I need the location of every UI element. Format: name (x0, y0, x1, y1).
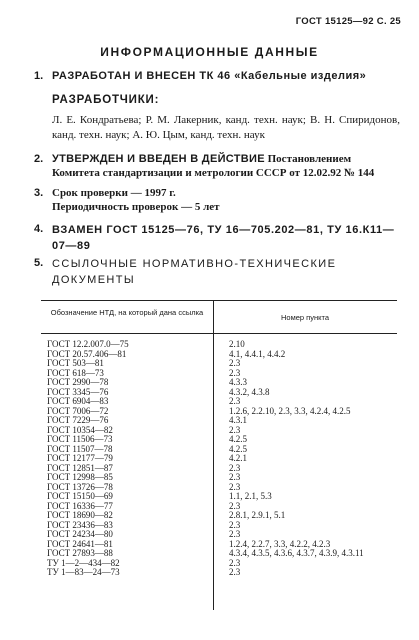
reference-document: ГОСТ 12998—85 (47, 472, 113, 482)
reference-document: ГОСТ 7229—76 (47, 415, 109, 425)
clause-numbers: 4.3.2, 4.3.8 (229, 386, 270, 397)
clause-numbers: 4.2.1 (229, 453, 247, 463)
table-row (41, 568, 397, 578)
reference-document: ГОСТ 6904—83 (47, 396, 109, 406)
developers-heading: РАЗРАБОТЧИКИ: (52, 94, 160, 106)
reference-document: ГОСТ 12851—87 (47, 462, 113, 473)
item-2-number: 2. (34, 153, 44, 165)
reference-document: ГОСТ 27893—88 (47, 548, 113, 558)
clause-numbers: 2.10 (229, 339, 245, 349)
item-5 (34, 256, 400, 288)
clause-numbers: 2.3 (229, 529, 241, 539)
reference-document: ГОСТ 503—81 (47, 358, 104, 368)
clause-numbers: 2.3 (229, 424, 241, 435)
reference-document: ГОСТ 24641—81 (47, 538, 113, 549)
reference-document: ГОСТ 12177—79 (47, 453, 113, 463)
reference-document: ГОСТ 10354—82 (47, 424, 113, 435)
item-3 (34, 186, 400, 214)
item-2-lead: УТВЕРЖДЕН И ВВЕДЕН В ДЕЙСТВИЕ (52, 153, 265, 165)
clause-numbers: 1.2.4, 2.2.7, 3.3, 4.2.2, 4.2.3 (229, 538, 331, 549)
clause-numbers: 2.3 (229, 557, 241, 568)
item-2-text: Постановлением Комитета стандартизации и метрологии СССР от 12.02.92 № 144 (52, 153, 375, 179)
reference-document: ГОСТ 20.57.406—81 (47, 348, 127, 359)
reference-document: ГОСТ 16336—77 (47, 500, 113, 511)
clause-numbers: 4.3.3 (229, 377, 247, 387)
reference-document: ТУ 1—2—434—82 (47, 557, 120, 568)
item-4-number: 4. (34, 223, 44, 235)
reference-document: ГОСТ 11506—73 (47, 434, 113, 444)
reference-document: ГОСТ 11507—78 (47, 443, 113, 454)
item-4 (34, 222, 400, 254)
reference-document: ГОСТ 618—73 (47, 367, 104, 378)
item-3-line-1: Срок проверки — 1997 г. (52, 187, 176, 199)
clause-numbers: 2.3 (229, 567, 241, 577)
reference-document: ГОСТ 7006—72 (47, 405, 109, 416)
clause-numbers: 2.3 (229, 367, 241, 378)
clause-numbers: 4.1, 4.4.1, 4.4.2 (229, 348, 286, 359)
developers-list: Л. Е. Кондратьева; Р. М. Лакерник, канд. техн. наук; В. Н. Спиридонов, канд. техн. наук; А. Ю. Цым, канд. техн. наук (52, 114, 400, 141)
clause-numbers: 4.3.1 (229, 415, 247, 425)
clause-numbers: 2.3 (229, 481, 241, 492)
clause-numbers: 1.2.6, 2.2.10, 2.3, 3.3, 4.2.4, 4.2.5 (229, 405, 351, 416)
item-5-number: 5. (34, 257, 44, 269)
clause-numbers: 2.3 (229, 500, 241, 511)
section-title: ИНФОРМАЦИОННЫЕ ДАННЫЕ (100, 45, 319, 59)
clause-numbers: 4.2.5 (229, 443, 247, 454)
reference-document: ГОСТ 2990—78 (47, 377, 109, 387)
item-1-number: 1. (34, 70, 44, 82)
clause-numbers: 2.3 (229, 472, 241, 482)
reference-document: ГОСТ 18690—82 (47, 510, 113, 520)
reference-document: ТУ 1—83—24—73 (47, 567, 120, 577)
item-4-text: ВЗАМЕН ГОСТ 15125—76, ТУ 16—705.202—81, ТУ 16.К11—07—89 (52, 224, 395, 252)
reference-document: ГОСТ 13726—78 (47, 481, 113, 492)
clause-numbers: 4.2.5 (229, 434, 247, 444)
item-1 (34, 69, 400, 83)
clause-numbers: 2.8.1, 2.9.1, 5.1 (229, 510, 286, 520)
reference-document: ГОСТ 23436—83 (47, 519, 113, 530)
item-2 (34, 152, 400, 180)
table-body (41, 340, 397, 578)
table-top-rule (41, 300, 397, 301)
column-header-document: Обозначение НТД, на который дана ссылка (50, 308, 204, 317)
clause-numbers: 1.1, 2.1, 5.3 (229, 491, 272, 501)
item-3-line-2: Периодичность проверок — 5 лет (52, 201, 220, 213)
clause-numbers: 2.3 (229, 462, 241, 473)
item-1-text: РАЗРАБОТАН И ВНЕСЕН ТК 46 «Кабельные изделия» (52, 70, 367, 82)
reference-document: ГОСТ 15150—69 (47, 491, 113, 501)
clause-numbers: 2.3 (229, 358, 241, 368)
table-header-rule (41, 333, 397, 334)
reference-document: ГОСТ 3345—76 (47, 386, 109, 397)
running-header: ГОСТ 15125—92 С. 25 (295, 16, 401, 27)
clause-numbers: 2.3 (229, 519, 241, 530)
column-header-clause: Номер пункта (280, 313, 329, 322)
reference-document: ГОСТ 24234—80 (47, 529, 113, 539)
clause-numbers: 2.3 (229, 396, 241, 406)
clause-numbers: 4.3.4, 4.3.5, 4.3.6, 4.3.7, 4.3.9, 4.3.11 (229, 548, 364, 558)
reference-document: ГОСТ 12.2.007.0—75 (47, 339, 129, 349)
item-5-text: ССЫЛОЧНЫЕ НОРМАТИВНО-ТЕХНИЧЕСКИЕ ДОКУМЕНТЫ (52, 258, 337, 286)
item-3-number: 3. (34, 187, 44, 199)
